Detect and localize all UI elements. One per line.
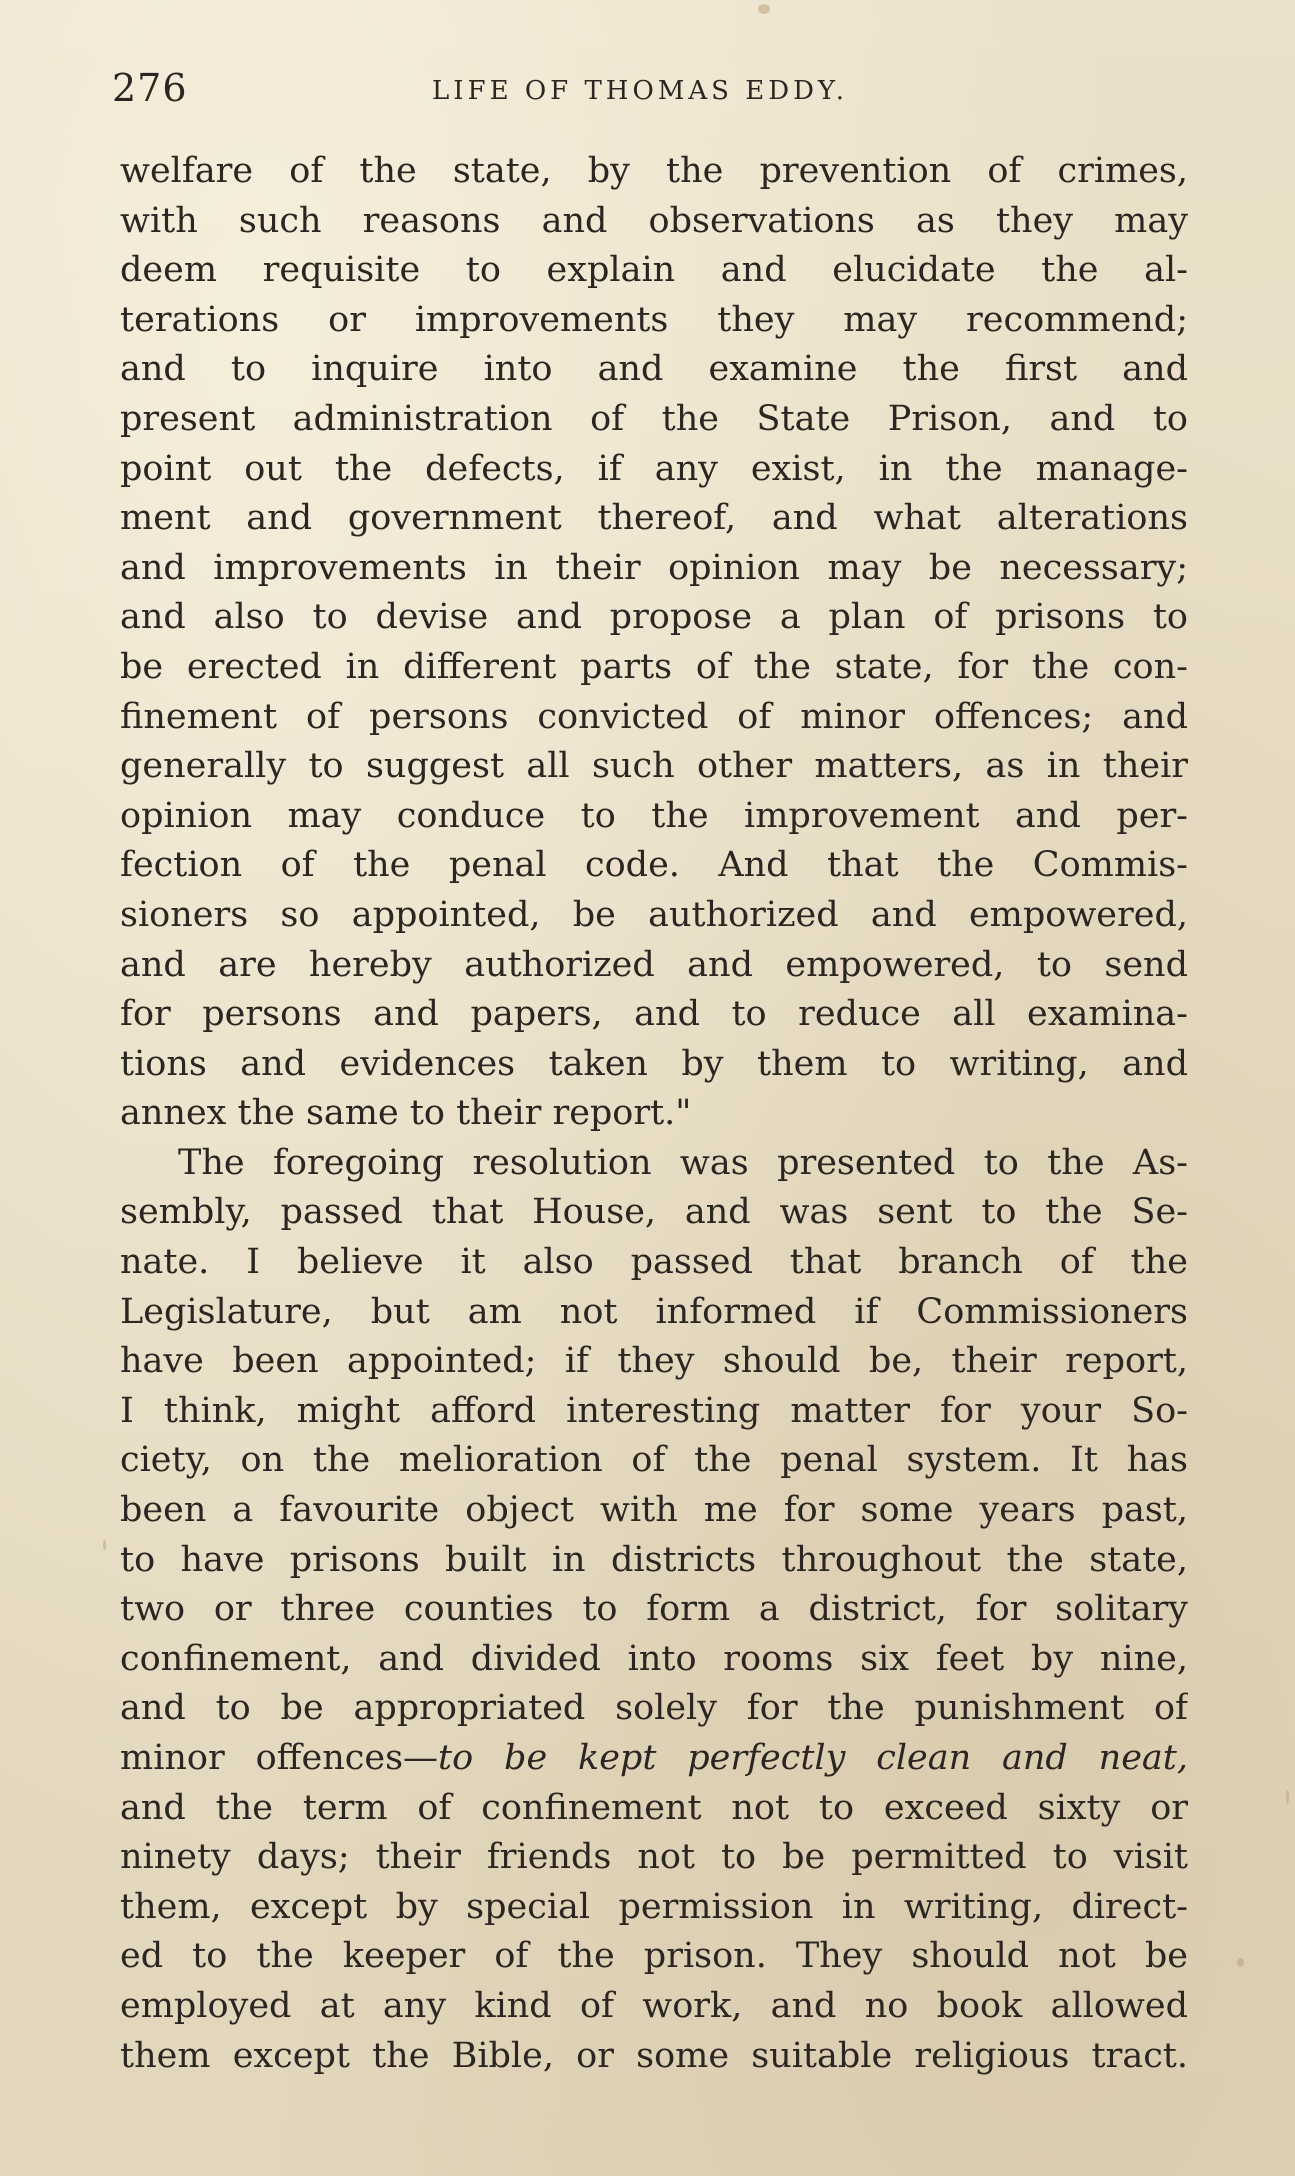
text-line-with-italic <box>120 1734 1188 1784</box>
text-line: Legislature, but am not informed if Commissioners <box>120 1291 1188 1332</box>
text-line: be erected in different parts of the state, for the con- <box>120 646 1188 687</box>
text-line: and improvements in their opinion may be necessary; <box>120 547 1188 588</box>
text-line: sembly, passed that House, and was sent to the Se- <box>120 1192 1188 1233</box>
running-head: LIFE OF THOMAS EDDY. <box>432 76 848 106</box>
paper-speck <box>103 1540 106 1550</box>
text-line: been a favourite object with me for some years past, <box>120 1490 1188 1531</box>
text-line: tions and evidences taken by them to writing, and <box>120 1043 1188 1084</box>
line-plain-text: minor offences— <box>120 1738 439 1778</box>
text-line: generally to suggest all such other matters, as in their <box>120 746 1188 787</box>
text-line: two or three counties to form a district, for solitary <box>120 1589 1188 1630</box>
text-line: confinement, and divided into rooms six feet by nine, <box>120 1638 1188 1679</box>
paragraph-start-line: The foregoing resolution was presented to the As- <box>178 1142 1188 1183</box>
text-line: sioners so appointed, be authorized and empowered, <box>120 894 1188 935</box>
body-text <box>120 147 1188 2081</box>
text-line: them except the Bible, or some suitable religious tract. <box>120 2035 1188 2076</box>
text-line: with such reasons and observations as they may <box>120 200 1188 241</box>
text-line: opinion may conduce to the improvement and per- <box>120 795 1188 836</box>
text-line: employed at any kind of work, and no book allowed <box>120 1985 1188 2026</box>
text-line: them, except by special permission in writing, direct- <box>120 1886 1188 1927</box>
page-number: 276 <box>112 66 188 110</box>
text-line: and also to devise and propose a plan of prisons to <box>120 597 1188 638</box>
text-line: and the term of confinement not to exceed sixty or <box>120 1787 1188 1828</box>
text-line: fection of the penal code. And that the Commis- <box>120 845 1188 886</box>
text-line: and to inquire into and examine the first and <box>120 349 1188 390</box>
text-line: ninety days; their friends not to be permitted to visit <box>120 1837 1188 1878</box>
text-line: deem requisite to explain and elucidate the al- <box>120 250 1188 291</box>
page-header <box>112 66 1192 116</box>
text-line: have been appointed; if they should be, their report, <box>120 1341 1188 1382</box>
text-line: ed to the keeper of the prison. They should not be <box>120 1936 1188 1977</box>
text-line: for persons and papers, and to reduce all examina- <box>120 994 1188 1035</box>
text-line: ciety, on the melioration of the penal system. It has <box>120 1440 1188 1481</box>
text-line: and are hereby authorized and empowered, to send <box>120 944 1188 985</box>
text-line: and to be appropriated solely for the punishment of <box>120 1688 1188 1729</box>
paper-speck <box>758 4 770 14</box>
text-line: nate. I believe it also passed that branch of the <box>120 1242 1188 1283</box>
text-line: welfare of the state, by the prevention of crimes, <box>120 151 1188 191</box>
text-line: finement of persons convicted of minor offences; and <box>120 696 1188 737</box>
paragraph-end-line: annex the same to their report." <box>120 1093 692 1134</box>
text-line: to have prisons built in districts throughout the state, <box>120 1539 1188 1580</box>
text-line: present administration of the State Prison, and to <box>120 398 1188 439</box>
paper-speck <box>1286 1790 1289 1804</box>
text-line: I think, might afford interesting matter for your So- <box>120 1390 1188 1431</box>
text-line: terations or improvements they may recommend; <box>120 299 1188 340</box>
text-line: point out the defects, if any exist, in the manage- <box>120 448 1188 489</box>
text-line: ment and government thereof, and what alterations <box>120 498 1188 539</box>
paper-speck <box>1237 1958 1244 1967</box>
italic-emphasis: to be kept perfectly clean and neat, <box>438 1738 1188 1778</box>
